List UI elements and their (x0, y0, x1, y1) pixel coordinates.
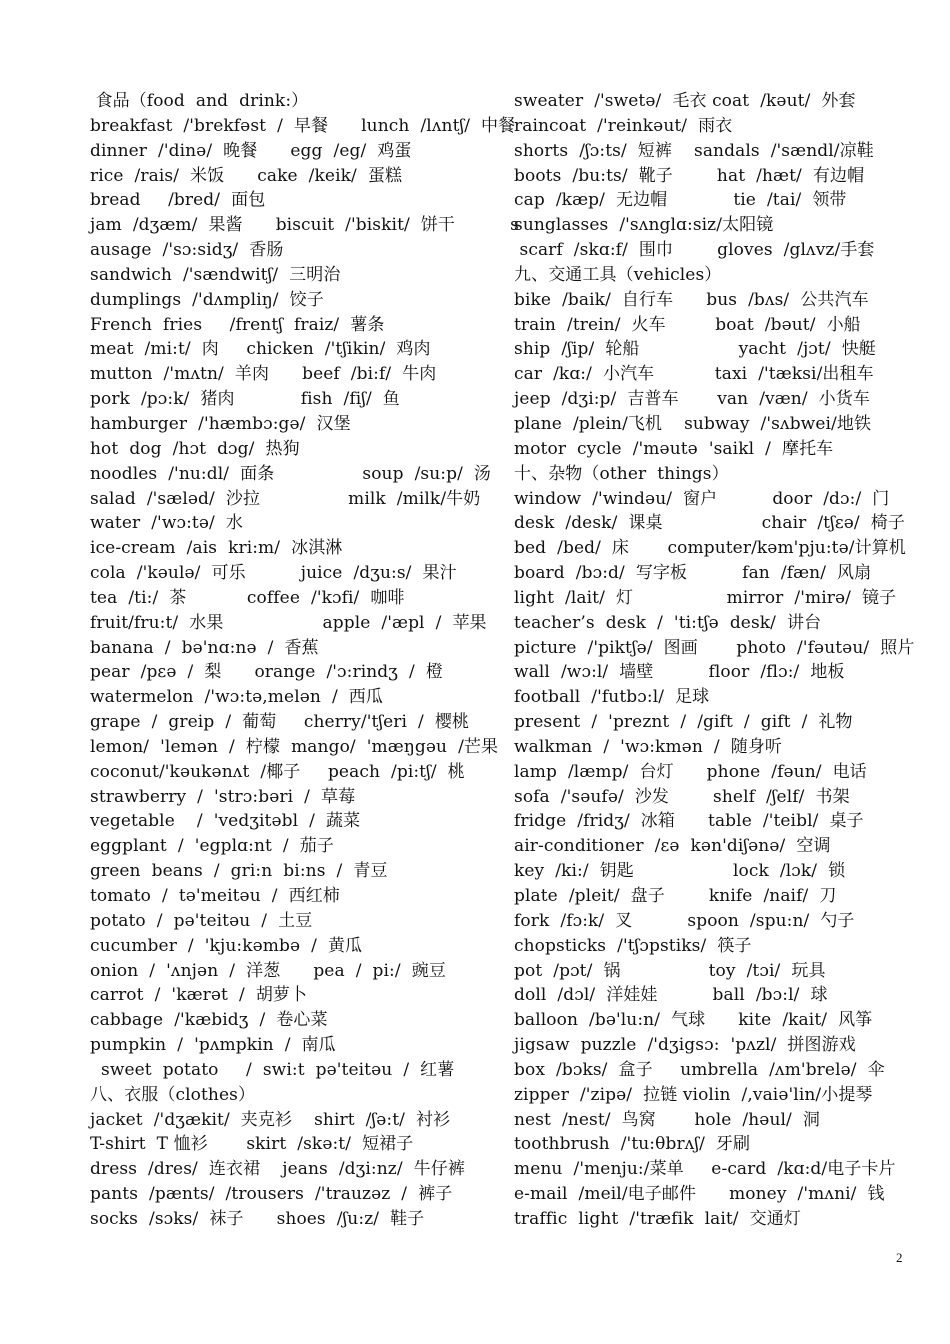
vocab-line: 八、衣服（clothes） (90, 1084, 256, 1105)
vocab-line: watermelon /'wɔ:tə,melən / 西瓜 (90, 687, 383, 708)
vocab-line: ausage /'sɔ:sidʒ/ 香肠 (90, 240, 284, 261)
vocab-line: raincoat /'reinkəut/ 雨衣 (514, 115, 733, 136)
vocab-line: doll /dɔl/ 洋娃娃 ball /bɔ:l/ 球 (514, 985, 828, 1006)
vocab-line: plate /pleit/ 盘子 knife /naif/ 刀 (514, 886, 837, 906)
vocab-line: pants /pænts/ /trousers /'trauzəz / 裤子 (90, 1184, 453, 1205)
vocab-line: mutton /'mʌtn/ 羊肉 beef /bi:f/ 牛肉 (90, 364, 437, 385)
vocab-line: fridge /fridʒ/ 冰箱 table /'teibl/ 桌子 (514, 811, 864, 832)
vocab-line: air-conditioner /εə kən'diʃənə/ 空调 (514, 836, 831, 857)
vocab-line: jacket /'dʒækit/ 夹克衫 shirt /ʃə:t/ 衬衫 (90, 1109, 451, 1130)
vocab-line: teacher’s desk / 'ti:tʃə desk/ 讲台 (514, 612, 822, 633)
vocab-line: tomato / tə'meitəu / 西红柿 (90, 886, 340, 906)
vocab-line: chopsticks /'tʃɔpstiks/ 筷子 (514, 935, 752, 956)
vocab-line: T-shirt T 恤衫 skirt /skə:t/ 短裙子 (90, 1134, 414, 1155)
vocab-line: cola /'kəulə/ 可乐 juice /dʒu:s/ 果汁 (90, 563, 457, 584)
page-number: 2 (896, 1250, 903, 1265)
vocab-line: bed /bed/ 床 computer/kəm'pju:tə/计算机 (514, 538, 906, 559)
vocab-line: 食品（food and drink:） (90, 91, 309, 111)
vocab-line: eggplant / 'egplɑ:nt / 茄子 (90, 836, 334, 857)
vocab-line: window /'windəu/ 窗户 door /dɔ:/ 门 (514, 488, 890, 509)
vocab-line: sandwich /'sændwitʃ/ 三明治 (90, 264, 341, 285)
vocab-line: 九、交通工具（vehicles） (514, 264, 722, 285)
vocab-line: onion / 'ʌnjən / 洋葱 pea / pi:/ 豌豆 (90, 960, 446, 981)
vocab-line: potato / pə'teitəu / 土豆 (90, 910, 313, 931)
vocab-line: football /'futbɔ:l/ 足球 (514, 687, 710, 708)
vocab-line: present / 'preznt / /gift / gift / 礼物 (514, 712, 853, 733)
vocab-line: picture /'piktʃə/ 图画 photo /'fəutəu/ 照片 (514, 637, 915, 658)
vocab-line: fruit/fru:t/ 水果 apple /'æpl / 苹果 (90, 612, 487, 633)
vocab-line: jigsaw puzzle /'dʒigsɔ: 'pʌzl/ 拼图游戏 (514, 1035, 856, 1056)
vocab-line: hamburger /'hæmbɔ:gə/ 汉堡 (90, 413, 351, 434)
vocab-line: dress /dres/ 连衣裙 jeans /dʒi:nz/ 牛仔裤 (90, 1159, 465, 1180)
vocab-line: zipper /'zipə/ 拉链 violin /,vaiə'lin/小提琴 (514, 1084, 873, 1105)
vocab-line: lamp /læmp/ 台灯 phone /fəun/ 电话 (514, 761, 867, 782)
vocab-line: meat /mi:t/ 肉 chicken /'tʃikin/ 鸡肉 (90, 339, 431, 360)
vocab-line: ice-cream /ais kri:m/ 冰淇淋 (90, 538, 343, 559)
vocab-line: pear /pεə / 梨 orange /'ɔ:rindʒ / 橙 (90, 662, 443, 683)
vocab-line: box /bɔks/ 盒子 umbrella /ʌm'brelə/ 伞 (514, 1059, 885, 1080)
vocab-line: coconut/'kəukənʌt /椰子 peach /pi:tʃ/ 桃 (90, 761, 465, 782)
vocab-line: menu /'menju:/菜单 e-card /kɑ:d/电子卡片 (514, 1159, 896, 1180)
vocab-line: sweet potato / swi:t pə'teitəu / 红薯 (90, 1059, 455, 1080)
vocab-line: socks /sɔks/ 袜子 shoes /ʃu:z/ 鞋子 (90, 1208, 425, 1229)
vocab-line: sofa /'səufə/ 沙发 shelf /ʃelf/ 书架 (514, 786, 850, 807)
vocab-line: grape / greip / 葡萄 cherry/'tʃeri / 樱桃 (90, 712, 470, 733)
vocab-line: train /trein/ 火车 boat /bəut/ 小船 (514, 314, 861, 335)
vocab-line: sunglasses /'sʌnglɑ:siz/太阳镜 (514, 215, 774, 236)
vocab-line: lemon/ 'lemən / 柠檬 mango/ 'mæŋgəu /芒果 (90, 736, 499, 757)
vocab-line: e-mail /meil/电子邮件 money /'mʌni/ 钱 (514, 1184, 885, 1205)
vocab-line: carrot / 'kærət / 胡萝卜 (90, 985, 308, 1006)
vocab-line: key /ki:/ 钥匙 lock /lɔk/ 锁 (514, 861, 846, 882)
vocab-line: shorts /ʃɔ:ts/ 短裤 sandals /'sændl/凉鞋 (514, 140, 874, 161)
vocab-line: cap /kæp/ 无边帽 tie /tai/ 领带 (514, 190, 847, 211)
vocab-line: cabbage /'kæbidʒ / 卷心菜 (90, 1010, 328, 1031)
vocab-line: light /lait/ 灯 mirror /'mirə/ 镜子 (514, 587, 897, 608)
vocab-line: green beans / gri:n bi:ns / 青豆 (90, 861, 388, 882)
vocab-line: board /bɔ:d/ 写字板 fan /fæn/ 风扇 (514, 563, 872, 584)
vocab-line: desk /desk/ 课桌 chair /tʃεə/ 椅子 (514, 513, 905, 534)
vocab-line: jeep /dʒi:p/ 吉普车 van /væn/ 小货车 (514, 389, 870, 410)
vocab-line: vegetable / 'vedʒitəbl / 蔬菜 (90, 811, 361, 832)
vocab-line: toothbrush /'tu:θbrʌʃ/ 牙刷 (514, 1134, 751, 1155)
vocab-line: jam /dʒæm/ 果酱 biscuit /'biskit/ 饼干 s (90, 215, 519, 236)
vocab-line: water /'wɔ:tə/ 水 (90, 513, 243, 534)
vocab-line: pot /pɔt/ 锅 toy /tɔi/ 玩具 (514, 960, 826, 981)
vocab-line: boots /bu:ts/ 靴子 hat /hæt/ 有边帽 (514, 165, 865, 186)
vocab-line: pork /pɔ:k/ 猪肉 fish /fiʃ/ 鱼 (90, 389, 400, 410)
left-column (90, 89, 519, 1232)
vocab-line: cucumber / 'kju:kəmbə / 黄瓜 (90, 935, 363, 956)
vocab-line: traffic light /'træfik lait/ 交通灯 (514, 1208, 801, 1229)
vocab-line: dumplings /'dʌmpliŋ/ 饺子 (90, 289, 324, 310)
vocab-line: hot dog /hɔt dɔg/ 热狗 (90, 438, 300, 459)
vocab-line: wall /wɔ:l/ 墙壁 floor /flɔ:/ 地板 (514, 662, 845, 683)
vocab-line: ship /ʃip/ 轮船 yacht /jɔt/ 快艇 (514, 339, 876, 360)
vocab-line: motor cycle /'məutə 'saikl / 摩托车 (514, 438, 834, 459)
vocab-line: dinner /'dinə/ 晚餐 egg /eg/ 鸡蛋 (90, 140, 412, 161)
vocab-line: plane /plein/飞机 subway /'sʌbwei/地铁 (514, 413, 872, 434)
vocab-line: strawberry / 'strɔ:bəri / 草莓 (90, 786, 356, 807)
vocab-line: walkman / 'wɔ:kmən / 随身听 (514, 736, 783, 757)
vocab-line: bike /baik/ 自行车 bus /bʌs/ 公共汽车 (514, 289, 869, 310)
vocab-line: fork /fɔ:k/ 叉 spoon /spu:n/ 勺子 (514, 910, 855, 931)
vocab-line: car /kɑ:/ 小汽车 taxi /'tæksi/出租车 (514, 364, 874, 385)
vocab-line: nest /nest/ 鸟窝 hole /həul/ 洞 (514, 1109, 820, 1130)
vocab-line: banana / bə'nɑ:nə / 香蕉 (90, 637, 319, 658)
vocab-line: 十、杂物（other things） (514, 463, 729, 484)
vocab-line: breakfast /'brekfəst / 早餐 lunch /lʌntʃ/ 中餐 (90, 115, 516, 136)
vocab-line: sweater /'swetə/ 毛衣 coat /kəut/ 外套 (514, 91, 856, 111)
vocab-line: salad /'sæləd/ 沙拉 milk /milk/牛奶 (90, 488, 481, 509)
right-column (514, 89, 915, 1232)
vocab-line: rice /rais/ 米饭 cake /keik/ 蛋糕 (90, 165, 403, 186)
vocab-line: French fries /frentʃ fraiz/ 薯条 (90, 314, 385, 335)
vocab-line: noodles /'nu:dl/ 面条 soup /su:p/ 汤 (90, 463, 492, 484)
vocab-line: pumpkin / 'pʌmpkin / 南瓜 (90, 1035, 336, 1056)
vocab-line: scarf /skɑ:f/ 围巾 gloves /glʌvz/手套 (514, 240, 875, 261)
vocab-line: tea /ti:/ 茶 coffee /'kɔfi/ 咖啡 (90, 587, 405, 608)
vocab-line: bread /bred/ 面包 (90, 190, 266, 211)
vocab-line: balloon /bə'lu:n/ 气球 kite /kait/ 风筝 (514, 1010, 873, 1031)
